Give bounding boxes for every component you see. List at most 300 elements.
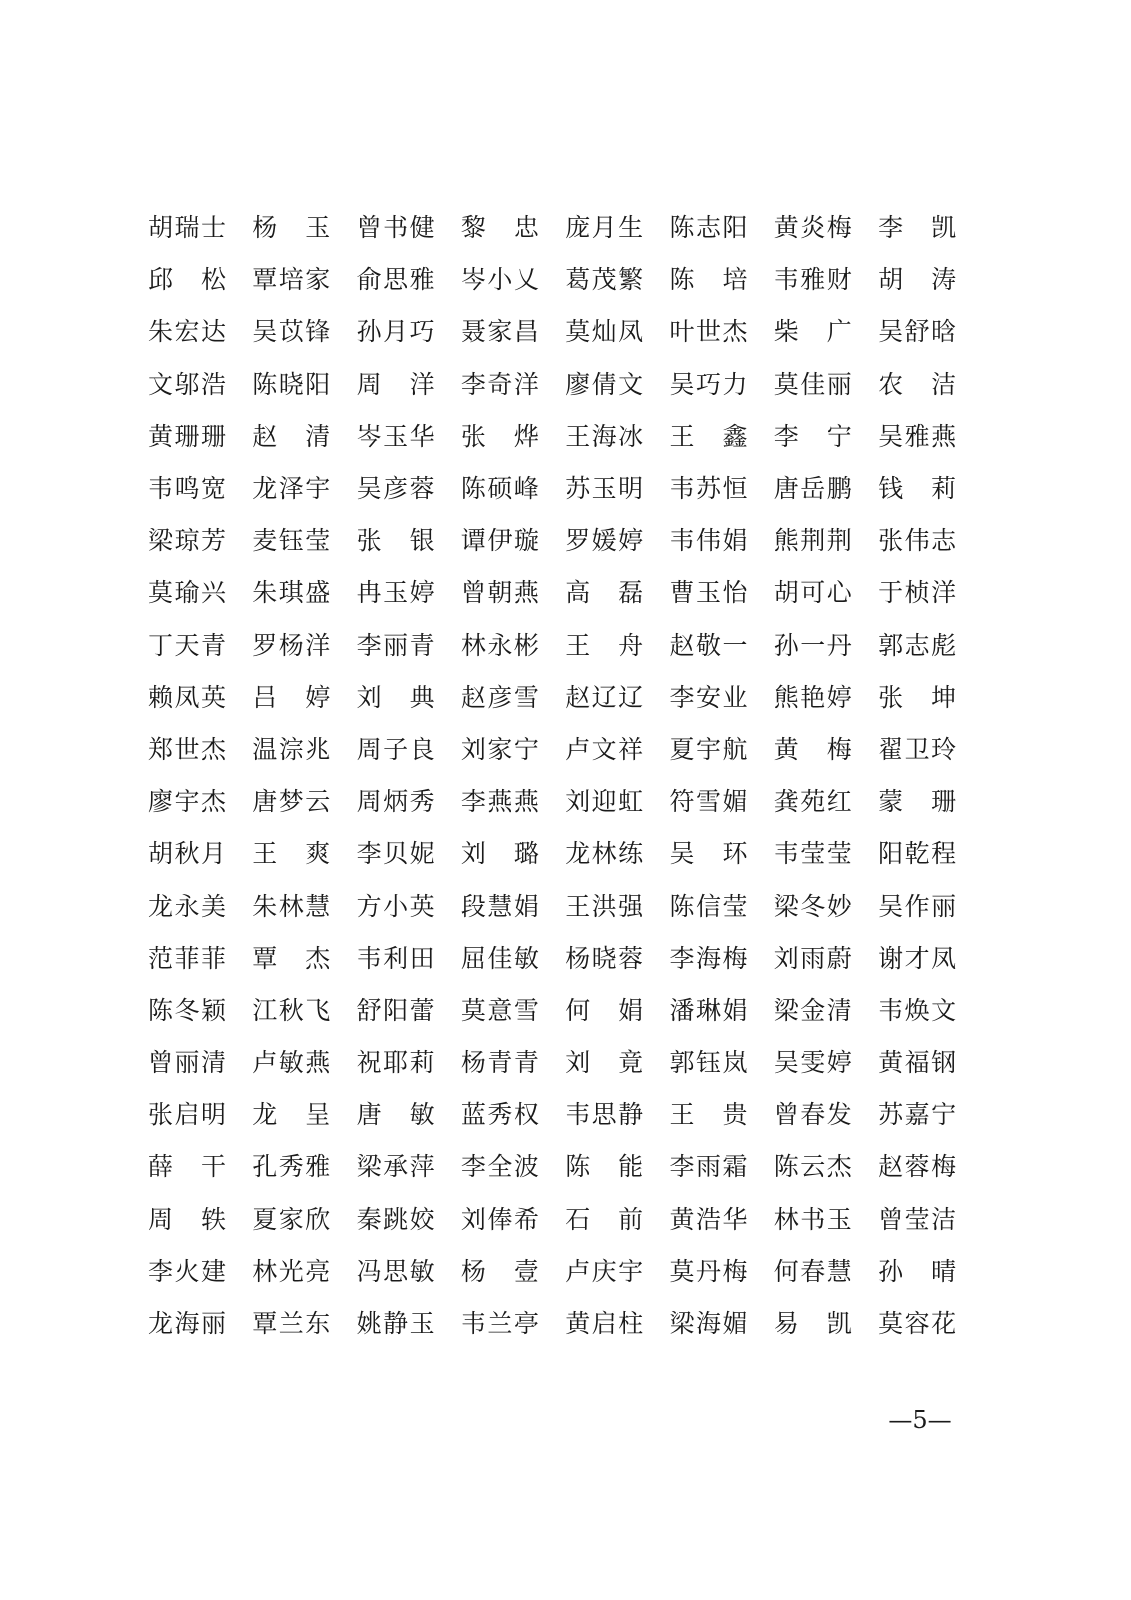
person-name: 温淙兆 xyxy=(252,734,331,764)
person-name: 刘雨蔚 xyxy=(773,943,852,973)
name-cell xyxy=(148,411,252,463)
person-name: 方小英 xyxy=(356,891,435,921)
name-cell xyxy=(252,724,356,776)
person-name: 郑世杰 xyxy=(148,734,226,764)
name-cell xyxy=(878,776,982,828)
person-name: 赵彦雪 xyxy=(460,682,539,712)
name-list-grid xyxy=(148,202,968,1350)
person-name: 黄 梅 xyxy=(773,734,852,764)
person-name: 曾莹洁 xyxy=(878,1204,957,1234)
name-cell xyxy=(461,776,565,828)
person-name: 龚苑红 xyxy=(773,787,852,817)
person-name: 阳乾程 xyxy=(878,839,957,869)
name-cell xyxy=(774,724,878,776)
person-name: 钱 莉 xyxy=(878,474,957,504)
name-cell xyxy=(357,1037,461,1089)
name-cell xyxy=(357,1298,461,1350)
name-cell xyxy=(357,776,461,828)
person-name: 韦莹莹 xyxy=(773,839,852,869)
person-name: 曾朝燕 xyxy=(460,578,539,608)
name-cell xyxy=(565,672,669,724)
name-cell xyxy=(774,1246,878,1298)
person-name: 蒙 珊 xyxy=(878,787,957,817)
person-name: 郭志彪 xyxy=(878,630,957,660)
person-name: 龙 呈 xyxy=(252,1100,331,1130)
name-row xyxy=(148,515,968,567)
person-name: 谢才凤 xyxy=(878,943,957,973)
name-cell xyxy=(461,672,565,724)
person-name: 曹玉怡 xyxy=(669,578,748,608)
person-name: 覃兰东 xyxy=(252,1309,331,1339)
person-name: 吴苡锋 xyxy=(252,317,331,347)
name-cell xyxy=(669,1298,773,1350)
person-name: 邱 松 xyxy=(148,265,226,295)
name-row xyxy=(148,828,968,880)
name-cell xyxy=(565,306,669,358)
person-name: 李丽青 xyxy=(356,630,435,660)
person-name: 黄浩华 xyxy=(669,1204,748,1234)
person-name: 周炳秀 xyxy=(356,787,435,817)
name-cell xyxy=(252,202,356,254)
person-name: 文邬浩 xyxy=(148,369,226,399)
name-cell xyxy=(669,672,773,724)
name-cell xyxy=(148,1194,252,1246)
person-name: 陈志阳 xyxy=(669,213,748,243)
person-name: 庞月生 xyxy=(565,213,644,243)
person-name: 廖倩文 xyxy=(565,369,644,399)
person-name: 农 洁 xyxy=(878,369,957,399)
person-name: 胡可心 xyxy=(773,578,852,608)
person-name: 李安业 xyxy=(669,682,748,712)
name-cell xyxy=(878,880,982,932)
name-cell xyxy=(357,828,461,880)
name-cell xyxy=(565,933,669,985)
name-cell xyxy=(148,1141,252,1193)
person-name: 岑玉华 xyxy=(356,421,435,451)
person-name: 林书玉 xyxy=(773,1204,852,1234)
person-name: 莫灿凤 xyxy=(565,317,644,347)
person-name: 吴雅燕 xyxy=(878,421,957,451)
person-name: 孙月巧 xyxy=(356,317,435,347)
name-cell xyxy=(461,1194,565,1246)
person-name: 王洪强 xyxy=(565,891,644,921)
person-name: 陈云杰 xyxy=(773,1152,852,1182)
name-cell xyxy=(669,724,773,776)
name-cell xyxy=(461,567,565,619)
name-cell xyxy=(357,933,461,985)
name-cell xyxy=(565,1298,669,1350)
person-name: 卢敏燕 xyxy=(252,1048,331,1078)
person-name: 段慧娟 xyxy=(460,891,539,921)
person-name: 张 烨 xyxy=(460,421,539,451)
person-name: 苏玉明 xyxy=(565,474,644,504)
person-name: 冯思敏 xyxy=(356,1256,435,1286)
name-cell xyxy=(357,254,461,306)
name-cell xyxy=(252,1298,356,1350)
name-cell xyxy=(148,1246,252,1298)
person-name: 赵敬一 xyxy=(669,630,748,660)
name-cell xyxy=(878,254,982,306)
name-cell xyxy=(774,515,878,567)
person-name: 朱林慧 xyxy=(252,891,331,921)
person-name: 莫丹梅 xyxy=(669,1256,748,1286)
name-cell xyxy=(357,515,461,567)
name-cell xyxy=(774,254,878,306)
person-name: 刘 竟 xyxy=(565,1048,644,1078)
name-cell xyxy=(878,620,982,672)
name-cell xyxy=(878,515,982,567)
name-cell xyxy=(565,411,669,463)
name-row xyxy=(148,1141,968,1193)
name-cell xyxy=(148,933,252,985)
person-name: 黎 忠 xyxy=(460,213,539,243)
person-name: 莫容花 xyxy=(878,1309,957,1339)
name-cell xyxy=(461,1089,565,1141)
name-cell xyxy=(669,1194,773,1246)
name-cell xyxy=(357,985,461,1037)
person-name: 冉玉婷 xyxy=(356,578,435,608)
person-name: 江秋飞 xyxy=(252,995,331,1025)
name-cell xyxy=(461,1141,565,1193)
person-name: 石 前 xyxy=(565,1204,644,1234)
name-cell xyxy=(669,463,773,515)
person-name: 朱宏达 xyxy=(148,317,226,347)
name-cell xyxy=(148,985,252,1037)
name-cell xyxy=(252,672,356,724)
person-name: 林永彬 xyxy=(460,630,539,660)
name-cell xyxy=(252,880,356,932)
name-cell xyxy=(357,1246,461,1298)
name-cell xyxy=(878,1246,982,1298)
name-cell xyxy=(774,1194,878,1246)
person-name: 于桢洋 xyxy=(878,578,957,608)
name-row xyxy=(148,985,968,1037)
name-cell xyxy=(252,1246,356,1298)
name-cell xyxy=(774,411,878,463)
person-name: 潘琳娟 xyxy=(669,995,748,1025)
name-cell xyxy=(252,463,356,515)
name-cell xyxy=(878,985,982,1037)
name-cell xyxy=(774,1298,878,1350)
name-cell xyxy=(774,933,878,985)
person-name: 李 宁 xyxy=(773,421,852,451)
name-cell xyxy=(669,933,773,985)
name-cell xyxy=(252,933,356,985)
name-cell xyxy=(461,933,565,985)
name-cell xyxy=(878,933,982,985)
name-cell xyxy=(565,1089,669,1141)
person-name: 刘俸希 xyxy=(460,1204,539,1234)
name-row xyxy=(148,411,968,463)
name-cell xyxy=(148,724,252,776)
person-name: 熊荆荆 xyxy=(773,526,852,556)
name-cell xyxy=(669,306,773,358)
person-name: 韦思静 xyxy=(565,1100,644,1130)
person-name: 刘家宁 xyxy=(460,734,539,764)
person-name: 周 轶 xyxy=(148,1204,226,1234)
name-cell xyxy=(461,1246,565,1298)
name-cell xyxy=(461,828,565,880)
person-name: 范菲菲 xyxy=(148,943,226,973)
name-cell xyxy=(357,306,461,358)
name-cell xyxy=(148,515,252,567)
name-cell xyxy=(669,567,773,619)
name-cell xyxy=(357,463,461,515)
person-name: 张伟志 xyxy=(878,526,957,556)
name-cell xyxy=(148,776,252,828)
name-cell xyxy=(878,411,982,463)
name-cell xyxy=(878,1037,982,1089)
name-cell xyxy=(774,672,878,724)
person-name: 赵 清 xyxy=(252,421,331,451)
person-name: 吴舒晗 xyxy=(878,317,957,347)
person-name: 廖宇杰 xyxy=(148,787,226,817)
person-name: 吴 环 xyxy=(669,839,748,869)
person-name: 俞思雅 xyxy=(356,265,435,295)
person-name: 陈晓阳 xyxy=(252,369,331,399)
person-name: 唐岳鹏 xyxy=(773,474,852,504)
name-cell xyxy=(669,515,773,567)
person-name: 黄珊珊 xyxy=(148,421,226,451)
person-name: 李火建 xyxy=(148,1256,226,1286)
name-cell xyxy=(461,620,565,672)
name-cell xyxy=(461,1037,565,1089)
name-cell xyxy=(252,1194,356,1246)
name-cell xyxy=(565,1141,669,1193)
person-name: 韦焕文 xyxy=(878,995,957,1025)
person-name: 唐梦云 xyxy=(252,787,331,817)
name-cell xyxy=(774,567,878,619)
name-row xyxy=(148,1089,968,1141)
person-name: 曾春发 xyxy=(773,1100,852,1130)
person-name: 夏宇航 xyxy=(669,734,748,764)
name-cell xyxy=(357,1141,461,1193)
name-cell xyxy=(774,202,878,254)
name-cell xyxy=(669,1037,773,1089)
person-name: 胡 涛 xyxy=(878,265,957,295)
person-name: 王海冰 xyxy=(565,421,644,451)
name-cell xyxy=(461,463,565,515)
person-name: 刘迎虹 xyxy=(565,787,644,817)
person-name: 苏嘉宁 xyxy=(878,1100,957,1130)
name-cell xyxy=(461,202,565,254)
name-cell xyxy=(565,1246,669,1298)
person-name: 覃培家 xyxy=(252,265,331,295)
page-number: —5— xyxy=(888,1406,952,1434)
name-cell xyxy=(252,254,356,306)
name-cell xyxy=(878,828,982,880)
name-cell xyxy=(565,202,669,254)
person-name: 翟卫玲 xyxy=(878,734,957,764)
person-name: 吴巧力 xyxy=(669,369,748,399)
name-cell xyxy=(669,1089,773,1141)
person-name: 梁琼芳 xyxy=(148,526,226,556)
name-row xyxy=(148,776,968,828)
person-name: 杨 玉 xyxy=(252,213,331,243)
name-cell xyxy=(878,359,982,411)
person-name: 黄炎梅 xyxy=(773,213,852,243)
name-row xyxy=(148,359,968,411)
name-row xyxy=(148,933,968,985)
name-cell xyxy=(565,254,669,306)
name-cell xyxy=(669,620,773,672)
person-name: 李贝妮 xyxy=(356,839,435,869)
person-name: 韦利田 xyxy=(356,943,435,973)
name-cell xyxy=(565,880,669,932)
person-name: 曾书健 xyxy=(356,213,435,243)
name-cell xyxy=(669,880,773,932)
name-cell xyxy=(461,1298,565,1350)
person-name: 龙林练 xyxy=(565,839,644,869)
person-name: 陈冬颖 xyxy=(148,995,226,1025)
name-row xyxy=(148,1194,968,1246)
name-cell xyxy=(357,1194,461,1246)
person-name: 卢庆宇 xyxy=(565,1256,644,1286)
person-name: 李 凯 xyxy=(878,213,957,243)
person-name: 赵辽辽 xyxy=(565,682,644,712)
person-name: 祝耶莉 xyxy=(356,1048,435,1078)
name-cell xyxy=(461,411,565,463)
name-cell xyxy=(774,359,878,411)
name-cell xyxy=(669,359,773,411)
name-cell xyxy=(148,567,252,619)
name-cell xyxy=(252,776,356,828)
name-cell xyxy=(669,411,773,463)
person-name: 林光亮 xyxy=(252,1256,331,1286)
name-row xyxy=(148,306,968,358)
name-cell xyxy=(774,463,878,515)
person-name: 黄启柱 xyxy=(565,1309,644,1339)
name-cell xyxy=(357,724,461,776)
person-name: 黄福钢 xyxy=(878,1048,957,1078)
person-name: 孙 晴 xyxy=(878,1256,957,1286)
person-name: 杨青青 xyxy=(460,1048,539,1078)
name-cell xyxy=(148,828,252,880)
name-cell xyxy=(148,359,252,411)
person-name: 葛茂繁 xyxy=(565,265,644,295)
name-cell xyxy=(565,1037,669,1089)
person-name: 胡瑞士 xyxy=(148,213,226,243)
name-cell xyxy=(461,359,565,411)
person-name: 梁金清 xyxy=(773,995,852,1025)
name-cell xyxy=(878,1194,982,1246)
person-name: 麦钰莹 xyxy=(252,526,331,556)
name-cell xyxy=(357,672,461,724)
person-name: 易 凯 xyxy=(773,1309,852,1339)
person-name: 丁天青 xyxy=(148,630,226,660)
name-row xyxy=(148,672,968,724)
name-cell xyxy=(878,1089,982,1141)
person-name: 聂家昌 xyxy=(460,317,539,347)
name-cell xyxy=(252,567,356,619)
name-cell xyxy=(878,672,982,724)
person-name: 吴彦蓉 xyxy=(356,474,435,504)
person-name: 莫瑜兴 xyxy=(148,578,226,608)
person-name: 莫意雪 xyxy=(460,995,539,1025)
name-cell xyxy=(565,776,669,828)
person-name: 秦跳姣 xyxy=(356,1204,435,1234)
name-cell xyxy=(148,1298,252,1350)
name-cell xyxy=(461,306,565,358)
person-name: 梁承萍 xyxy=(356,1152,435,1182)
person-name: 王 爽 xyxy=(252,839,331,869)
person-name: 夏家欣 xyxy=(252,1204,331,1234)
person-name: 张 银 xyxy=(356,526,435,556)
person-name: 韦鸣宽 xyxy=(148,474,226,504)
name-cell xyxy=(252,828,356,880)
name-cell xyxy=(357,359,461,411)
name-cell xyxy=(461,724,565,776)
name-cell xyxy=(252,306,356,358)
name-row xyxy=(148,1037,968,1089)
name-cell xyxy=(148,202,252,254)
person-name: 谭伊璇 xyxy=(460,526,539,556)
name-cell xyxy=(565,724,669,776)
name-cell xyxy=(148,672,252,724)
name-cell xyxy=(669,202,773,254)
name-cell xyxy=(878,567,982,619)
name-row xyxy=(148,724,968,776)
name-cell xyxy=(565,828,669,880)
person-name: 陈 培 xyxy=(669,265,748,295)
name-row xyxy=(148,202,968,254)
name-cell xyxy=(774,620,878,672)
name-cell xyxy=(252,1089,356,1141)
person-name: 姚静玉 xyxy=(356,1309,435,1339)
name-cell xyxy=(669,776,773,828)
name-cell xyxy=(357,1089,461,1141)
person-name: 韦兰亭 xyxy=(460,1309,539,1339)
person-name: 陈 能 xyxy=(565,1152,644,1182)
person-name: 吴雯婷 xyxy=(773,1048,852,1078)
name-cell xyxy=(774,985,878,1037)
name-cell xyxy=(252,515,356,567)
person-name: 王 鑫 xyxy=(669,421,748,451)
name-cell xyxy=(878,1141,982,1193)
name-cell xyxy=(461,985,565,1037)
name-cell xyxy=(774,1037,878,1089)
person-name: 赖凤英 xyxy=(148,682,226,712)
person-name: 刘 典 xyxy=(356,682,435,712)
name-cell xyxy=(669,828,773,880)
person-name: 韦苏恒 xyxy=(669,474,748,504)
person-name: 岑小乂 xyxy=(460,265,539,295)
person-name: 柴 广 xyxy=(773,317,852,347)
person-name: 周 洋 xyxy=(356,369,435,399)
name-cell xyxy=(357,202,461,254)
person-name: 屈佳敏 xyxy=(460,943,539,973)
name-cell xyxy=(357,880,461,932)
person-name: 王 舟 xyxy=(565,630,644,660)
name-cell xyxy=(774,776,878,828)
name-cell xyxy=(252,985,356,1037)
person-name: 陈硕峰 xyxy=(460,474,539,504)
person-name: 李燕燕 xyxy=(460,787,539,817)
person-name: 赵蓉梅 xyxy=(878,1152,957,1182)
person-name: 吕 婷 xyxy=(252,682,331,712)
name-cell xyxy=(774,306,878,358)
person-name: 李海梅 xyxy=(669,943,748,973)
name-cell xyxy=(878,724,982,776)
person-name: 王 贵 xyxy=(669,1100,748,1130)
name-row xyxy=(148,620,968,672)
name-cell xyxy=(565,1194,669,1246)
person-name: 薛 干 xyxy=(148,1152,226,1182)
person-name: 杨 壹 xyxy=(460,1256,539,1286)
name-cell xyxy=(565,985,669,1037)
name-cell xyxy=(357,620,461,672)
name-cell xyxy=(357,567,461,619)
